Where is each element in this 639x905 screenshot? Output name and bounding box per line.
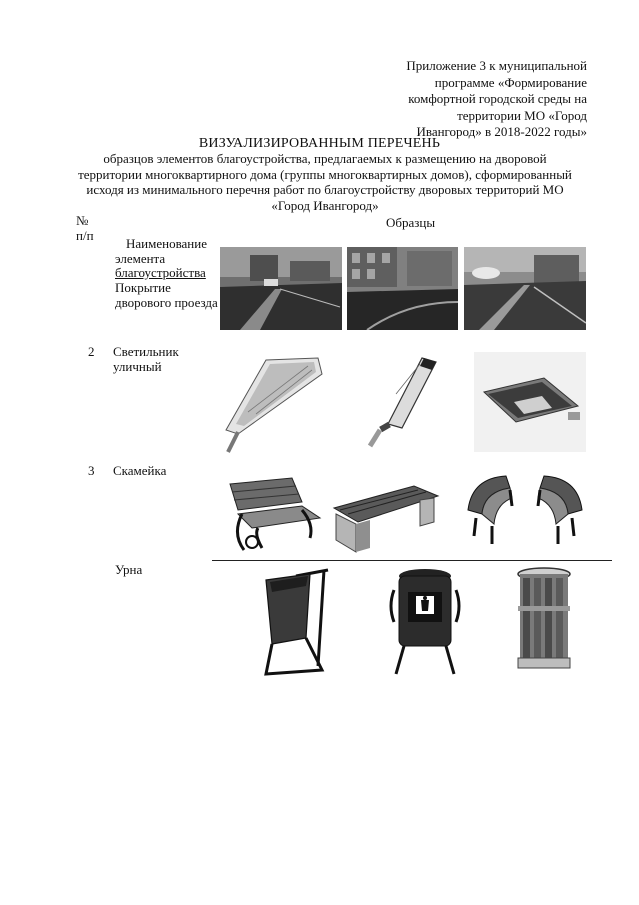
row-name-line: дворового проезда — [115, 294, 218, 310]
bench-image-2 — [330, 480, 442, 556]
urn-image-2 — [386, 566, 464, 678]
subtitle-line: территории многоквартирного дома (группы многоквартирных домов), сформированный — [78, 166, 572, 182]
row-name-line: уличный — [113, 358, 162, 374]
row-name-line: Светильник — [113, 344, 179, 359]
document-subtitle — [60, 151, 590, 213]
appendix-line: Приложение 3 к муниципальной — [406, 58, 587, 73]
row-name-line: Покрытие — [115, 280, 171, 295]
col-name-header — [115, 237, 207, 281]
appendix-line: комфортной городской среды на — [408, 91, 587, 106]
subtitle-line: исходя из минимального перечня работ по благоустройству дворовых территорий МО — [86, 182, 564, 197]
row-num: 2 — [88, 344, 95, 359]
row-name-street-lamp — [113, 345, 179, 374]
appendix-note — [347, 58, 587, 141]
col-samples-header: Образцы — [386, 215, 436, 230]
row-num: 3 — [88, 463, 95, 478]
appendix-line: программе «Формирование — [434, 74, 587, 90]
urn-image-1 — [258, 566, 334, 678]
pavement-photo-3 — [464, 247, 586, 330]
bench-image-3 — [462, 470, 588, 556]
pavement-photo-1 — [220, 247, 342, 330]
col-name-line: элемента — [115, 250, 166, 266]
row-divider — [212, 560, 612, 561]
appendix-line: Ивангород» в 2018-2022 годы» — [416, 124, 587, 139]
col-num-header — [76, 214, 94, 243]
pavement-photo-2 — [347, 247, 458, 330]
col-num-label-2: п/п — [76, 227, 94, 243]
row-name-line: Урна — [115, 562, 143, 577]
subtitle-line: «Город Ивангород» — [271, 197, 379, 213]
row-name-pavement — [115, 281, 218, 310]
street-lamp-image-2 — [360, 354, 450, 454]
row-name-bench — [113, 464, 166, 479]
street-lamp-image-1 — [218, 352, 326, 456]
col-num-label: № — [76, 213, 89, 228]
document-title: ВИЗУАЛИЗИРОВАННЫМ ПЕРЕЧЕНЬ — [198, 136, 441, 151]
row-name-urn — [115, 563, 142, 578]
street-lamp-image-3 — [474, 352, 586, 452]
urn-image-3 — [514, 566, 574, 678]
col-name-line: Наименование — [126, 236, 207, 251]
subtitle-line: образцов элементов благоустройства, предлагаемых к размещению на дворовой — [103, 151, 547, 166]
appendix-line: территории МО «Город — [457, 107, 587, 123]
row-name-line: Скамейка — [113, 463, 167, 478]
bench-image-1 — [222, 474, 324, 556]
col-name-line: благоустройства — [115, 265, 206, 280]
